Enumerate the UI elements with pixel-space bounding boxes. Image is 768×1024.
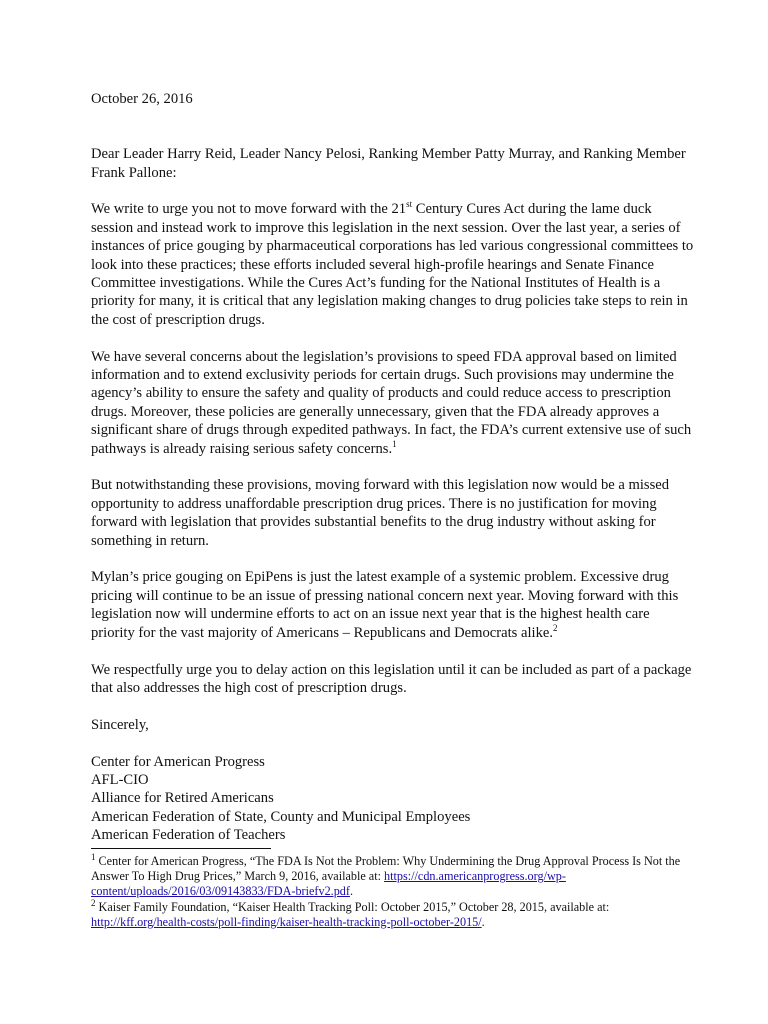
footnote-divider bbox=[91, 848, 271, 849]
paragraph-4 bbox=[91, 568, 697, 642]
footnotes bbox=[91, 851, 691, 930]
signatory: American Federation of State, County and Municipal Employees bbox=[91, 808, 471, 825]
footnote-1-number: 1 bbox=[91, 851, 96, 862]
footnote-2-end: . bbox=[481, 914, 485, 929]
letter-body bbox=[91, 90, 697, 845]
paragraph-1 bbox=[91, 200, 697, 329]
signatory: Alliance for Retired Americans bbox=[91, 790, 274, 807]
signatory: American Federation of Teachers bbox=[91, 827, 286, 844]
footnote-2-link[interactable]: http://kff.org/health-costs/poll-finding/kaiser-health-tracking-poll-october-2015/ bbox=[91, 914, 482, 929]
signatory: AFL-CIO bbox=[91, 771, 149, 788]
paragraph-2-text: We have several concerns about the legislation’s provisions to speed FDA approval based on limited information and to extend exclusivity periods for certain drugs. Such provisions may undermine the agency’s ability to ensure the safety and quality of products and could reduce access to prescription drugs. Moreover, these policies are generally unnecessary, given that the FDA already approves a significant share of drugs through expedited pathways. In fact, the FDA’s current extensive use of such pathways is already raising serious safety concerns. bbox=[91, 348, 692, 457]
footnote-1-link[interactable]: https://cdn.americanprogress.org/wp-content/uploads/2016/03/09143833/FDA-briefv2.pdf bbox=[91, 869, 566, 899]
footnote-2-number: 2 bbox=[91, 897, 96, 908]
closing: Sincerely, bbox=[91, 716, 149, 733]
footnote-ref-2: 2 bbox=[553, 622, 558, 633]
paragraph-1-rest: Century Cures Act during the lame duck session and instead work to improve this legislation in the next session. Over the last year, a series of instances of price gouging by pharmaceutical corporations has led various congressional committees to look into these practices; these efforts included several high-profile hearings and Senate Finance Committee investigations. While the Cures Act’s funding for the National Institutes of Health is a priority for many, it is critical that any legislation making changes to drug policies take steps to rein in the cost of prescription drugs. bbox=[91, 201, 694, 328]
footnote-1 bbox=[91, 851, 691, 900]
signatory-list bbox=[91, 753, 697, 845]
footnote-ref-1: 1 bbox=[392, 438, 397, 449]
salutation: Dear Leader Harry Reid, Leader Nancy Pelosi, Ranking Member Patty Murray, and Ranking Member Frank Pallone: bbox=[91, 146, 686, 181]
paragraph-3: But notwithstanding these provisions, moving forward with this legislation now would be a missed opportunity to address unaffordable prescription drug prices. There is no justification for moving forward with legislation that provides substantial benefits to the drug industry without asking for something in return. bbox=[91, 477, 670, 549]
ordinal-superscript: st bbox=[406, 199, 413, 210]
paragraph-1-start: We write to urge you not to move forward with the 21 bbox=[91, 201, 407, 218]
footnote-2 bbox=[91, 897, 691, 930]
letter-date: October 26, 2016 bbox=[91, 91, 193, 107]
footnote-1-end: . bbox=[349, 884, 354, 899]
footnote-2-text: Kaiser Family Foundation, “Kaiser Health Tracking Poll: October 2015,” October 28, 2015, available at: bbox=[95, 899, 610, 914]
paragraph-5: We respectfully urge you to delay action on this legislation until it can be included as part of a package that also addresses the high cost of prescription drugs. bbox=[91, 661, 692, 696]
paragraph-4-text: Mylan’s price gouging on EpiPens is just the latest example of a systemic problem. Excessive drug pricing will continue to be an issue of pressing national concern next year. Moving forward with this legislation now will undermine efforts to act on an issue next year that is the highest health care priority for the vast majority of Americans – Republicans and Democrats alike. bbox=[91, 569, 679, 641]
footnote-1-text: Center for American Progress, “The FDA Is Not the Problem: Why Undermining the Drug Approval Process Is Not the Answer To High Drug Prices,” March 9, 2016, available at: bbox=[91, 854, 681, 884]
signatory: Center for American Progress bbox=[91, 753, 265, 770]
paragraph-2 bbox=[91, 348, 697, 458]
